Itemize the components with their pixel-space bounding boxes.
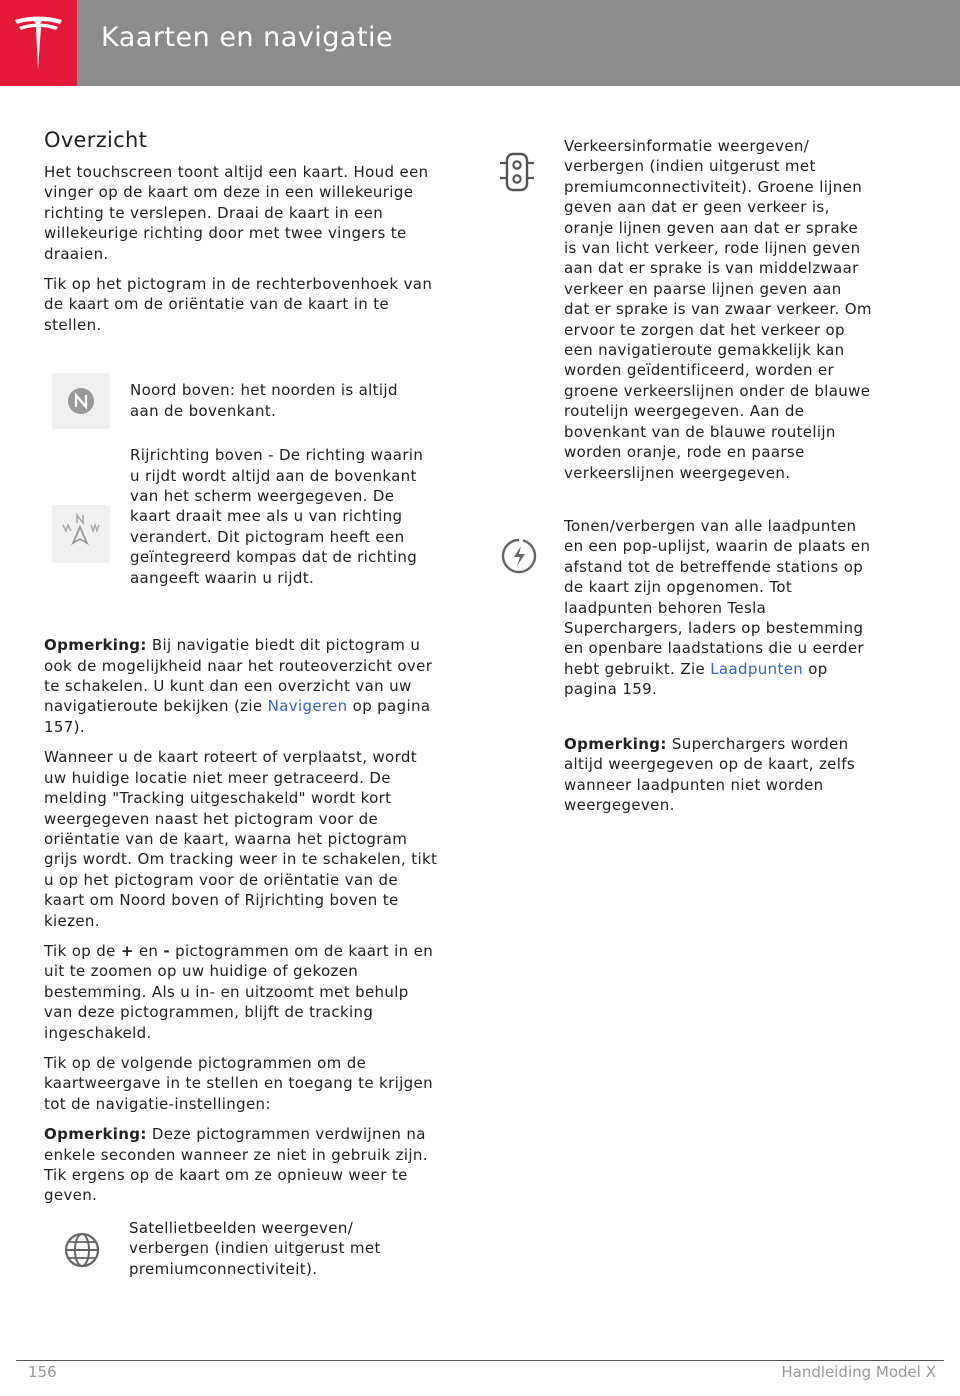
paragraph-orientation: Tik op het pictogram in de rechterbovenhoek van de kaart om de oriëntatie van de kaart in te stellen. — [44, 275, 433, 334]
note-text: Superchargers worden altijd weergegeven op de kaart, zelfs wanneer laadpunten niet worden weergegeven. — [564, 735, 856, 815]
heading-up-row — [44, 437, 439, 627]
globe-icon — [60, 1228, 104, 1276]
page-header — [0, 0, 960, 86]
footer-divider — [16, 1360, 944, 1361]
note-icons — [44, 1124, 439, 1206]
charging-text-b: op pagina 159. — [564, 659, 828, 699]
note-navigation — [44, 635, 439, 737]
north-up-icon — [52, 373, 110, 429]
heading-up-text: Rijrichting boven - De richting waarin u rijdt wordt altijd aan de bovenkant van het scherm weergegeven. De kaart draait mee als u van richting verandert. Dit pictogram heeft een geïntegreerd kompas dat de richting aangeeft waarin u rijdt. — [130, 446, 424, 587]
navigeren-link[interactable]: Navigeren — [267, 697, 348, 716]
charging-text-a: Tonen/verbergen van alle laadpunten en een pop-uplijst, waarin de plaats en afstand tot de betreffende stations op de kaart zijn opgenomen. Tot laadpunten behoren Tesla Superchargers, laders op bestemming en openbare laadstations die u eerder hebt gebruikt. Zie — [564, 517, 871, 678]
note-label: Opmerking: — [564, 735, 667, 753]
section-heading: Overzicht — [44, 128, 148, 152]
note-text-b: op pagina 157). — [44, 697, 431, 736]
left-column — [44, 128, 439, 1296]
traffic-row — [487, 136, 872, 516]
charging-row — [487, 516, 872, 734]
right-column — [487, 136, 872, 826]
heading-up-icon — [52, 505, 110, 563]
paragraph-intro: Het touchscreen toont altijd een kaart. Houd een vinger op de kaart om deze in een willekeurige richting te verslepen. Draai de kaart in een willekeurige richting door met twee vingers te draaien. — [44, 163, 429, 263]
north-up-row — [44, 345, 439, 437]
zoom-text-b: en — [133, 941, 164, 960]
page-number: 156 — [28, 1363, 57, 1381]
paragraph-icons-intro: Tik op de volgende pictogrammen om de kaartweergave in te stellen en toegang te krijgen tot de navigatie-instellingen: — [44, 1053, 433, 1113]
laadpunten-link[interactable]: Laadpunten — [710, 659, 804, 678]
satellite-text: Satellietbeelden weergeven/ verbergen (indien uitgerust met premiumconnectiviteit). — [129, 1218, 381, 1278]
note-label: Opmerking: — [44, 636, 147, 655]
page-title: Kaarten en navigatie — [101, 22, 394, 53]
zoom-text-c: pictogrammen om de kaart in en uit te zoomen op uw huidige of gekozen bestemming. Als u in- en uitzoomt met behulp van deze pictogrammen, blijft de tracking ingeschakeld. — [44, 941, 434, 1042]
north-up-text: Noord boven: het noorden is altijd aan de bovenkant. — [130, 381, 398, 420]
traffic-light-icon — [497, 150, 537, 198]
manual-title: Handleiding Model X — [781, 1363, 936, 1381]
note-superchargers — [564, 734, 869, 816]
lightning-icon — [499, 536, 539, 580]
plus-symbol: + — [120, 941, 134, 960]
paragraph-tracking: Wanneer u de kaart roteert of verplaatst, wordt uw huidige locatie niet meer getraceerd. De melding "Tracking uitgeschakeld" wordt kort weergegeven naast het pictogram voor de oriëntatie van de kaart, waarna het pictogram grijs wordt. Om tracking weer in te schakelen, tikt u op het pictogram voor de oriëntatie van de kaart om Noord boven of Rijrichting boven te kiezen. — [44, 748, 438, 930]
charging-text — [564, 516, 872, 700]
paragraph-zoom — [44, 941, 439, 1043]
note-label: Opmerking: — [44, 1125, 147, 1144]
traffic-text: Verkeersinformatie weergeven/ verbergen (indien uitgerust met premiumconnectiviteit). Groene lijnen geven aan dat er geen verkeer is, oranje lijnen geven aan dat er sprake is van licht verkeer, rode lijnen geven aan dat er sprake is van middelzwaar verkeer en paarse lijnen geven aan dat er sprake is van zwaar verkeer. Om ervoor te zorgen dat het verkeer op een navigatieroute gemakkelijk kan worden geïdentificeerd, worden er groene verkeerslijnen onder de blauwe routelijn weergegeven. Aan de bovenkant van de blauwe routelijn worden oranje, rode en paarse verkeerslijnen weergegeven. — [564, 137, 872, 482]
tesla-t-icon — [11, 14, 66, 72]
satellite-row — [44, 1216, 439, 1296]
tesla-logo — [0, 0, 77, 86]
note-text: Deze pictogrammen verdwijnen na enkele seconden wanneer ze niet in gebruik zijn. Tik ergens op de kaart om ze opnieuw weer te geven. — [44, 1125, 428, 1205]
minus-symbol: - — [163, 941, 170, 960]
zoom-text-a: Tik op de — [44, 941, 121, 960]
note-text-a: Bij navigatie biedt dit pictogram u ook de mogelijkheid naar het routeoverzicht over te schakelen. U kunt dan een overzicht van uw navigatieroute bekijken (zie — [44, 636, 433, 716]
